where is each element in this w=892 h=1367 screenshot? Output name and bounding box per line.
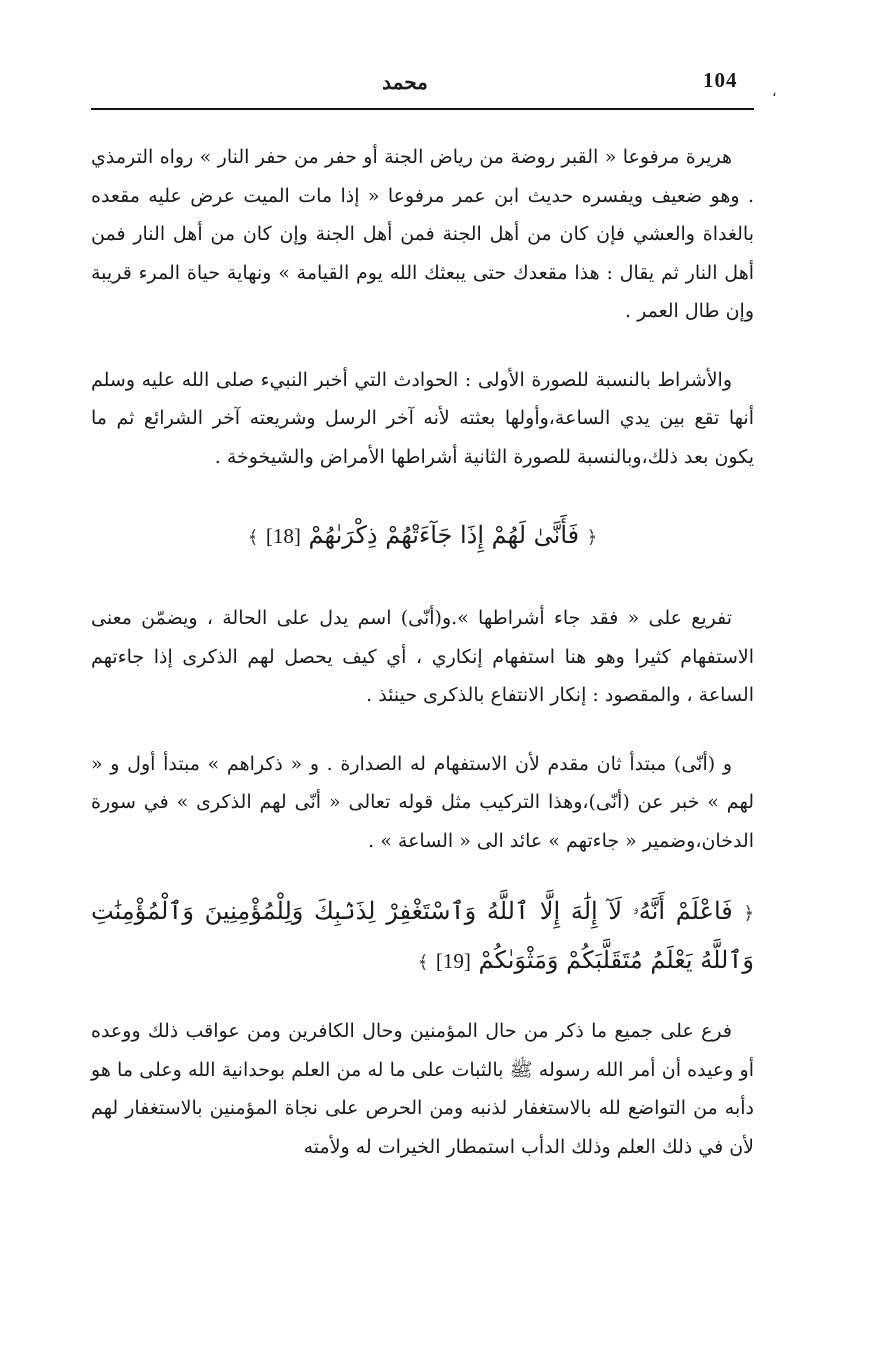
verse-open-ornament: ﴿: [743, 903, 754, 924]
page-body: [91, 138, 754, 1166]
corner-mark: ،: [772, 85, 777, 100]
verse-18-text: فَأَنَّىٰ لَهُمْ إِذَا جَآءَتْهُمْ ذِكْرَىٰهُمْ: [308, 521, 580, 549]
paragraph-1: هريرة مرفوعا « القبر روضة من رياض الجنة أو حفر من حفر النار » رواه الترمذي . وهو ضعيف ويفسره حديث ابن عمر مرفوعا « إذا مات الميت عرض عليه مقعده بالغداة والعشي فإن كان من أهل الجنة فمن أهل الجنة وإن كان من أهل النار فمن أهل النار ثم يقال : هذا مقعدك حتى يبعثك الله يوم القيامة » ونهاية حياة المرء قريبة وإن طال العمر .: [91, 146, 754, 322]
verse-open-ornament: ﴿: [586, 527, 598, 548]
paragraph-2: والأشراط بالنسبة للصورة الأولى : الحوادث التي أخبر النبيء صلى الله عليه وسلم أنها تقع بين يدي الساعة،وأولها بعثته لأنه آخر الرسل وشريعته آخر الشرائع ثم ما يكون بعد ذلك،وبالنسبة للصورة الثانية أشراطها الأمراض والشيخوخة .: [91, 368, 754, 468]
running-title: محمد: [382, 70, 428, 94]
verse-19: [91, 888, 754, 986]
verse-18-number: [18]: [265, 524, 301, 548]
verse-19-text: فَاعْلَمْ أَنَّهُۥ لَآ إِلَٰهَ إِلَّا ٱللَّهُ وَٱسْتَغْفِرْ لِذَنۢبِكَ وَلِلْمُؤْمِنِينَ وَٱلْمُؤْمِنَٰتِ وَٱللَّهُ يَعْلَمُ مُتَقَلَّبَكُمْ وَمَثْوَىٰكُمْ: [91, 897, 754, 974]
header-rule: [91, 108, 754, 110]
paragraph-5: فرع على جميع ما ذكر من حال المؤمنين وحال الكافرين ومن عواقب ذلك ووعده أو وعيده أن أمر الله رسوله ﷺ بالثبات على ما له من العلم بوحدانية الله وعلى ما هو دأبه من التواضع لله بالاستغفار لذنبه ومن الحرص على نجاة المؤمنين بالاستغفار لهم لأن في ذلك العلم وذلك الدأب استمطار الخيرات له ولأمته: [91, 1020, 754, 1158]
paragraph-4: و (أنّى) مبتدأ ثان مقدم لأن الاستفهام له الصدارة . و « ذكراهم » مبتدأ أول و « لهم » خبر عن (أنّى)،وهذا التركيب مثل قوله تعالى « أنّى لهم الذكرى » في سورة الدخان،وضمير « جاءتهم » عائد الى « الساعة » .: [91, 752, 754, 852]
verse-close-ornament: ﴾: [417, 952, 429, 973]
verse-18: [91, 512, 754, 561]
verse-19-number: [19]: [435, 949, 471, 973]
paragraph-3: تفريع على « فقد جاء أشراطها ».و(أنّى) اسم يدل على الحالة ، ويضمّن معنى الاستفهام كثيرا وهو هنا استفهام إنكاري ، أي كيف يحصل لهم الذكرى إذا جاءتهم الساعة ، والمقصود : إنكار الانتفاع بالذكرى حينئذ .: [91, 607, 754, 706]
page-number: 104: [703, 68, 738, 92]
verse-close-ornament: ﴾: [247, 527, 259, 548]
